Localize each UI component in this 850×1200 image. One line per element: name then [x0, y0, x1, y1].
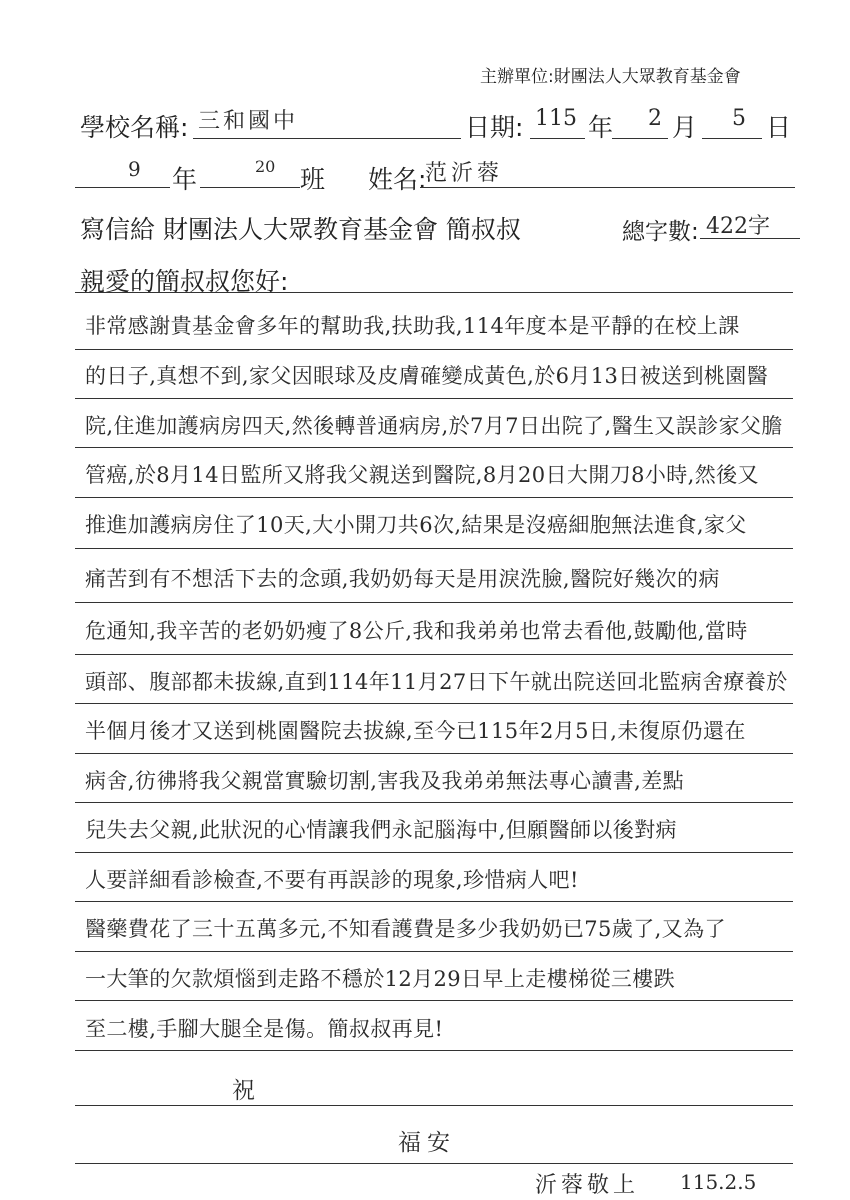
ruled-line	[75, 447, 793, 448]
grade-underline	[75, 187, 170, 188]
letter-line-1: 非常感謝貴基金會多年的幫助我,扶助我,114年度本是平靜的在校上課	[85, 314, 740, 338]
ruled-line	[75, 951, 793, 952]
ruled-line	[75, 1050, 793, 1051]
date-label: 日期:	[465, 113, 524, 142]
letter-line-12: 人要詳細看診檢查,不要有再誤診的現象,珍惜病人吧!	[85, 868, 579, 892]
ruled-line	[75, 753, 793, 754]
letter-line-6: 痛苦到有不想活下去的念頭,我奶奶每天是用淚洗臉,醫院好幾次的病	[85, 567, 720, 591]
ruled-line	[75, 497, 793, 498]
letter-line-10: 病舍,彷彿將我父親當實驗切割,害我及我弟弟無法專心讀書,差點	[85, 769, 685, 793]
ruled-line	[75, 548, 793, 549]
ruled-line	[75, 802, 793, 803]
class-label: 班	[300, 165, 326, 194]
letter-line-14: 一大筆的欠款煩惱到走路不穩於12月29日早上走樓梯從三樓跌	[85, 967, 676, 991]
year-value: 115	[535, 106, 577, 131]
year-underline	[530, 138, 585, 139]
grade-label: 年	[172, 165, 198, 194]
ruled-line	[75, 398, 793, 399]
letter-line-5: 推進加護病房住了10天,大小開刀共6次,結果是沒癌細胞無法進食,家父	[85, 513, 747, 537]
ruled-line	[75, 602, 793, 603]
ruled-line	[75, 654, 793, 655]
greeting: 親愛的簡叔叔您好:	[80, 267, 289, 296]
letter-line-9: 半個月後才又送到桃園醫院去拔線,至今已115年2月5日,未復原仍還在	[85, 719, 746, 743]
letter-line-2: 的日子,真想不到,家父因眼球及皮膚確變成黃色,於6月13日被送到桃園醫	[85, 364, 769, 388]
letter-line-4: 管癌,於8月14日監所又將我父親送到醫院,8月20日大開刀8小時,然後又	[85, 463, 759, 487]
organizer-line: 主辦單位:財團法人大眾教育基金會	[480, 67, 741, 87]
school-label: 學校名稱:	[80, 113, 189, 142]
letter-line-8: 頭部、腹部都未拔線,直到114年11月27日下午就出院送回北監病舍療養於	[85, 670, 788, 694]
letter-line-13: 醫藥費花了三十五萬多元,不知看護費是多少我奶奶已75歲了,又為了	[85, 917, 726, 941]
letter-line-7: 危通知,我辛苦的老奶奶瘦了8公斤,我和我弟弟也常去看他,鼓勵他,當時	[85, 619, 748, 643]
school-value: 三和國中	[198, 109, 299, 134]
day-underline	[702, 138, 762, 139]
ruled-line	[75, 852, 793, 853]
month-underline	[612, 138, 668, 139]
letter-line-15: 至二樓,手腳大腿全是傷。簡叔叔再見!	[85, 1017, 444, 1041]
wordcount-label: 總字數:	[622, 219, 699, 245]
ruled-line	[75, 292, 793, 293]
ruled-line	[75, 1163, 793, 1164]
day-label: 日	[766, 113, 792, 142]
signature: 沂蓉敬上	[535, 1173, 640, 1198]
closing-regards: 福安	[398, 1130, 456, 1156]
class-underline	[200, 187, 300, 188]
name-underline	[420, 187, 795, 188]
day-value: 5	[732, 106, 746, 131]
month-label: 月	[672, 113, 698, 142]
letter-line-3: 院,住進加護病房四天,然後轉普通病房,於7月7日出院了,醫生又誤診家父膽	[85, 414, 783, 438]
grade-value: 9	[128, 157, 141, 181]
letter-line-11: 兒失去父親,此狀況的心情讓我們永記腦海中,但願醫師以後對病	[85, 818, 677, 842]
name-value: 范沂蓉	[425, 161, 504, 186]
wordcount-value: 422字	[706, 214, 770, 239]
month-value: 2	[648, 106, 662, 131]
ruled-line	[75, 349, 793, 350]
year-label: 年	[588, 113, 614, 142]
ruled-line	[75, 901, 793, 902]
letter-to: 寫信給 財團法人大眾教育基金會 簡叔叔	[80, 215, 521, 244]
school-underline	[193, 138, 461, 139]
class-value: 20	[255, 157, 276, 176]
closing-blessing: 祝	[232, 1078, 255, 1104]
name-label: 姓名:	[368, 165, 427, 194]
ruled-line	[75, 1105, 793, 1106]
wordcount-underline	[700, 238, 800, 239]
ruled-line	[75, 703, 793, 704]
ruled-line	[75, 1000, 793, 1001]
signature-date: 115.2.5	[680, 1170, 757, 1194]
